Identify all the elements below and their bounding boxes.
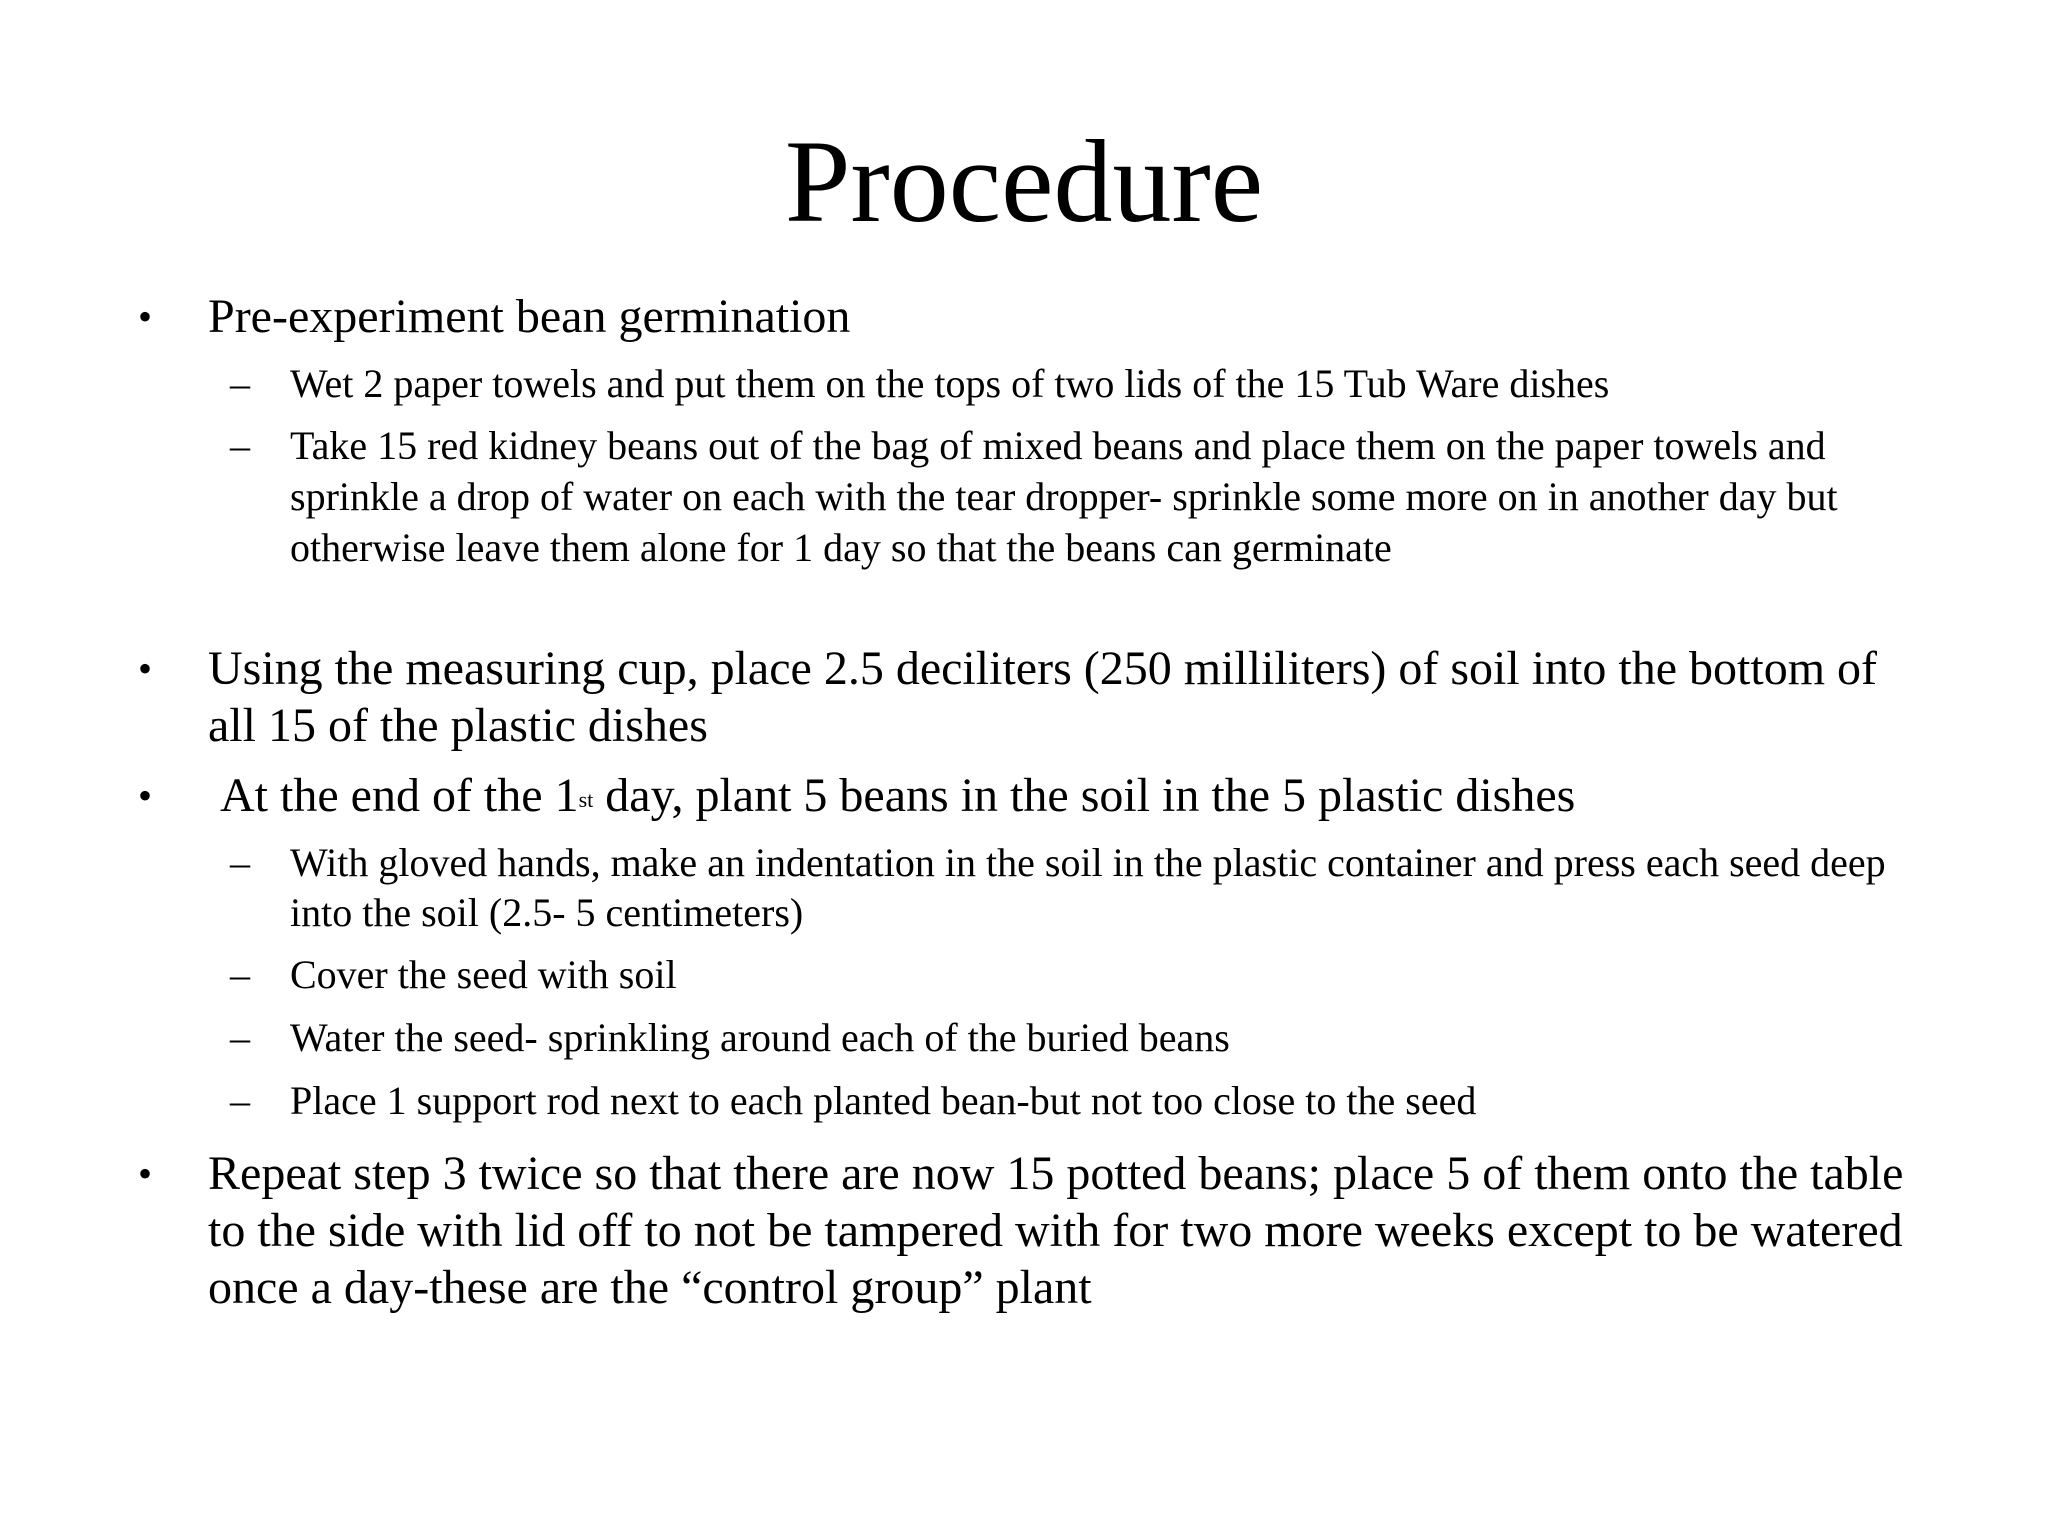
list-item-text: Using the measuring cup, place 2.5 deciliters (250 milliliters) of soil into the bottom of all 15 of the plastic dishes xyxy=(208,642,1878,752)
sub-item-3-1 xyxy=(230,838,1950,938)
bullet-icon: • xyxy=(138,646,153,691)
dash-icon: – xyxy=(230,1015,250,1060)
dash-icon: – xyxy=(230,361,250,406)
sub-item-3-2 xyxy=(230,950,1950,1000)
dash-icon: – xyxy=(230,952,250,997)
list-item-3 xyxy=(138,767,1908,824)
superscript: st xyxy=(578,787,594,812)
dash-icon: – xyxy=(230,840,250,885)
sub-item-3-4 xyxy=(230,1076,1950,1126)
list-item-text: At the end of the 1st day, plant 5 beans in the soil in the 5 plastic dishes xyxy=(220,769,1576,822)
sub-item-text: Wet 2 paper towels and put them on the tops of two lids of the 15 Tub Ware dishes xyxy=(290,361,1610,406)
sub-item-1-2 xyxy=(230,420,1950,573)
list-item-4 xyxy=(138,1145,1908,1316)
sub-item-text: Place 1 support rod next to each planted bean-but not too close to the seed xyxy=(290,1078,1477,1123)
dash-icon: – xyxy=(230,1078,250,1123)
bullet-icon: • xyxy=(138,294,153,339)
bullet-icon: • xyxy=(138,1151,153,1196)
sub-item-3-3 xyxy=(230,1013,1950,1063)
list-item-2 xyxy=(138,640,1908,754)
dash-icon: – xyxy=(230,423,250,468)
slide-title: Procedure xyxy=(784,116,1264,247)
sub-item-1-1 xyxy=(230,359,1950,409)
sub-item-text: Water the seed- sprinkling around each of the buried beans xyxy=(290,1015,1230,1060)
list-item-text: Pre-experiment bean germination xyxy=(208,290,851,343)
list-item-1 xyxy=(138,288,1908,345)
sub-item-text: Take 15 red kidney beans out of the bag of mixed beans and place them on the paper towels and sprinkle a drop of water on each with the tear dropper- sprinkle some more on in another day but otherwise leave them alone for 1 day so that the beans can germinate xyxy=(290,423,1838,570)
list-item-text: Repeat step 3 twice so that there are now 15 potted beans; place 5 of them onto the table to the side with lid off to not be tampered with for two more weeks except to be watered once a day-these are the “control group” plant xyxy=(208,1147,1904,1314)
sub-item-text: With gloved hands, make an indentation in the soil in the plastic container and press each seed deep into the soil (2.5- 5 centimeters) xyxy=(290,840,1886,935)
sub-item-text: Cover the seed with soil xyxy=(290,952,677,997)
bullet-icon: • xyxy=(138,773,153,818)
